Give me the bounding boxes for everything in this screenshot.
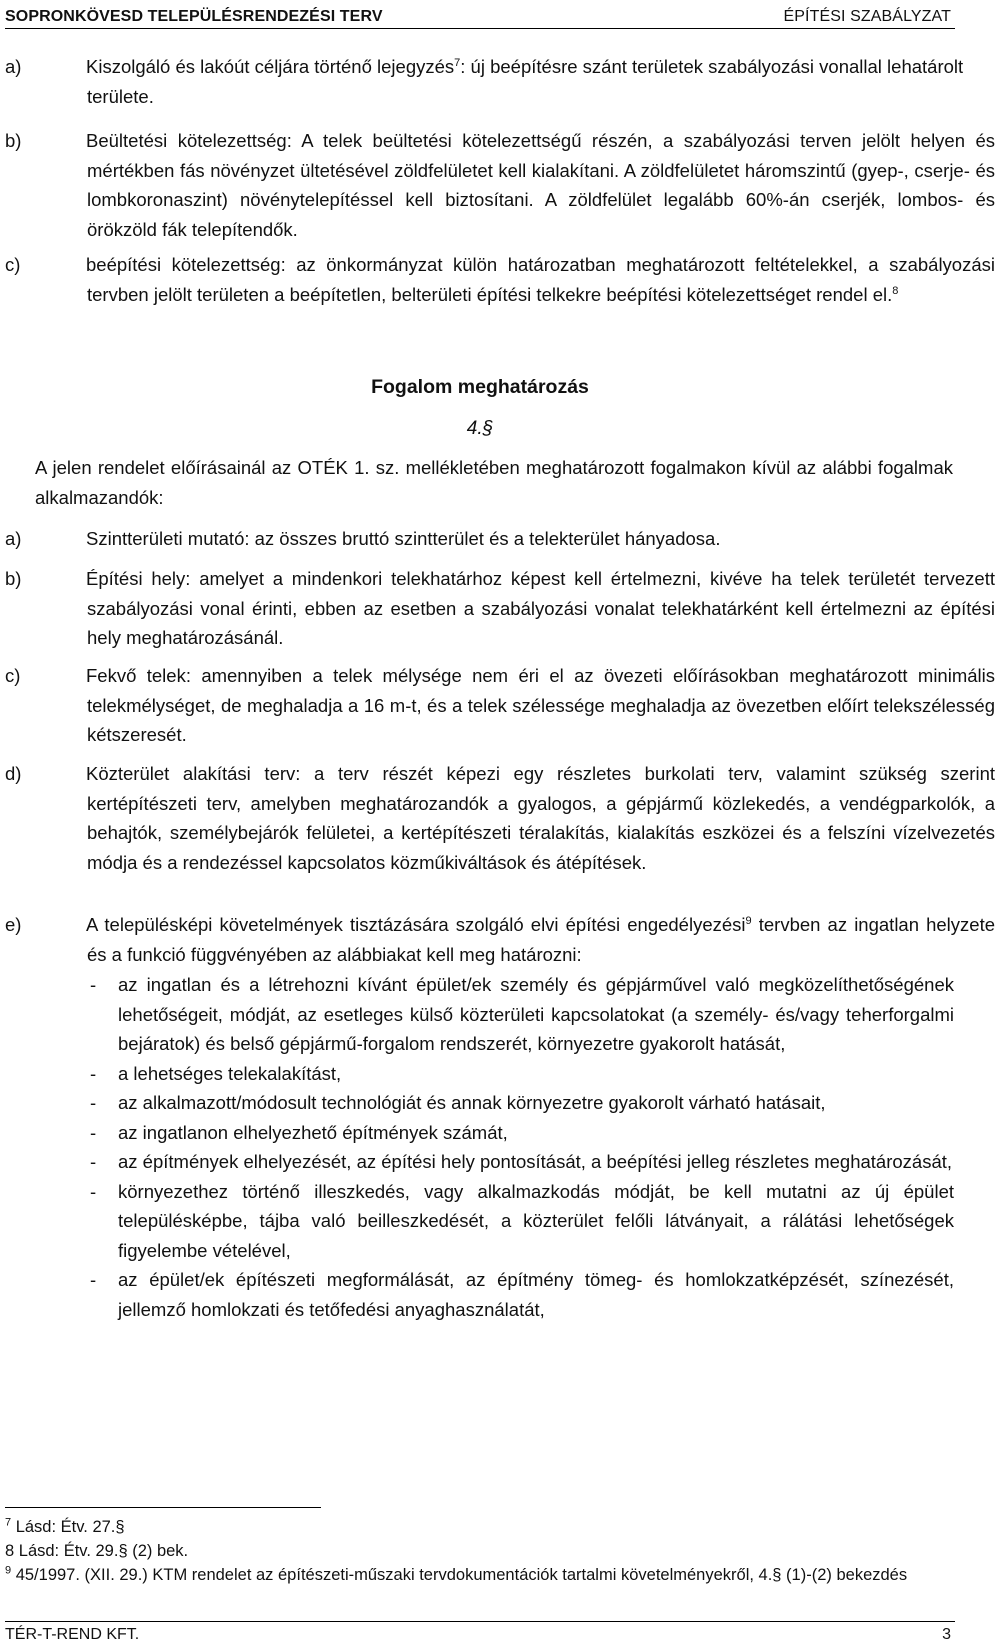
page-number: 3 (942, 1626, 951, 1643)
dash-marker: - (90, 1092, 97, 1113)
list-item-a-top (5, 52, 995, 111)
definition-d (5, 759, 995, 877)
footer-company: TÉR-T-REND KFT. (5, 1626, 140, 1643)
item-text: Beültetési kötelezettség: A telek beültetési kötelezettségű részén, a szabályozási terven jelölt helyen és mértékben fás növényzet ültetésével zöldfelületet kell kialakítani. A zöldfelületet háromszintű (gyep-, cserje- és lombkoronaszint) növénytelepítéssel kell biztosítani. A zöldfelület legalább 60%-án cserjék, lombos- és örökzöld fák telepítendők. (86, 130, 995, 240)
section-title: Fogalom meghatározás (371, 376, 589, 398)
header-title: SOPRONKÖVESD TELEPÜLÉSRENDEZÉSI TERV (5, 8, 383, 25)
list-item-b-top (5, 126, 995, 244)
item-text: Építési hely: amelyet a mindenkori telekhatárhoz képest kell értelmezni, kivéve ha telek területét tervezett szabályozási vonal érinti, ebben az esetben a szabályozási vonalat telekhatárként kell értelmezni az építési hely meghatározásánál. (86, 568, 995, 648)
footnote-7 (5, 1515, 950, 1539)
item-text-after: : új beépítésre szánt területek szabályozási vonallal lehatárolt területe. (87, 56, 964, 107)
footnote-number: 9 (5, 1564, 12, 1577)
definition-e (5, 910, 995, 969)
page-header (5, 4, 955, 29)
dash-item-text: az ingatlanon elhelyezhető építmények számát, (118, 1121, 508, 1143)
item-text: beépítési kötelezettség: az önkormányzat külön határozatban meghatározott feltételekkel, a szabályozási tervben jelölt területen a beépítetlen, belterületi építési telkekre beépítési kötelezettséget rendel el. (86, 254, 995, 305)
footnote-text: Lásd: Étv. 27.§ (11, 1518, 125, 1536)
item-label: b) (5, 130, 22, 151)
dash-item-text: környezethez történő illeszkedés, vagy alkalmazkodás módját, be kell mutatni az új épület településképbe, tájba való beilleszkedését, a közterület felőli látványait, a rálátási lehetőségek figyelembe vételével, (118, 1180, 954, 1261)
dash-marker: - (90, 1151, 97, 1172)
footnote-text: Lásd: Étv. 29.§ (2) bek. (14, 1542, 189, 1560)
footnote-9 (5, 1563, 950, 1587)
item-label: b) (5, 568, 22, 589)
footnote-number: 8 (5, 1542, 15, 1560)
dash-item-text: az alkalmazott/módosult technológiát és annak környezetre gyakorolt várható hatásait, (118, 1092, 826, 1113)
dash-item-text: a lehetséges telekalakítást, (118, 1062, 342, 1084)
item-text: Kiszolgáló és lakóút céljára történő lejegyzés (86, 56, 455, 77)
item-text: Fekvő telek: amennyiben a telek mélysége nem éri el az övezeti előírásokban meghatározott minimális telekmélységet, de meghaladja a 16 m-t, és a telek szélessége meghaladja az övezetben előírt telekszélesség kétszeresét. (86, 665, 995, 745)
footnotes (5, 1515, 950, 1587)
dash-marker: - (90, 1180, 97, 1202)
item-text-after: tervben az ingatlan helyzete és a funkció függvényében az alábbiakat kell meg határozni: (87, 914, 995, 965)
definition-c (5, 661, 995, 750)
dash-list-item (90, 1265, 954, 1324)
list-item-c-top (5, 250, 995, 309)
footnote-number: 7 (5, 1516, 12, 1529)
dash-item-text: az ingatlan és a létrehozni kívánt épület/ek személy és gépjárművel való megközelíthetőségének lehetőségeit, módját, az esetleges külső közterületi kapcsolatokat (a személy- és/vagy teherforgalmi bejáratok) és belső gépjármű-forgalom rendszerét, környezetre gyakorolt hatását, (118, 974, 954, 1054)
item-label: d) (5, 763, 22, 784)
header-section: ÉPÍTÉSI SZABÁLYZAT (783, 8, 951, 25)
footnote-ref: 7 (454, 56, 461, 69)
footnote-divider (5, 1507, 321, 1508)
dash-item-text: az épület/ek építészeti megformálását, az építmény tömeg- és homlokzatképzését, színezését, jellemző homlokzati és tetőfedési anyaghasználatát, (118, 1269, 954, 1320)
item-label: e) (5, 914, 22, 935)
dash-list-item (90, 970, 954, 1059)
definition-b (5, 564, 995, 653)
definition-a (5, 524, 995, 554)
item-text: Közterület alakítási terv: a terv részét képezi egy részletes burkolati terv, valamint szükség szerint kertépítészeti terv, amelyben meghatározandók a gyalogos, a gépjármű közlekedés, a vendégparkolók, a behajtók, személybejárók felületei, a kertépítészeti téralakítás, kialakítás eszközei és a felszíni vízelvezetés módja és a rendezéssel kapcsolatos közműkiváltások és átépítések. (86, 763, 995, 873)
dash-list-item (90, 1147, 954, 1177)
item-text: Szintterületi mutató: az összes bruttó szintterület és a telekterület hányadosa. (86, 528, 721, 549)
section-number: 4.§ (466, 418, 494, 439)
item-label: c) (5, 665, 21, 686)
dash-list-item (90, 1118, 954, 1148)
dash-marker: - (90, 1269, 97, 1290)
dash-list-item (90, 1088, 954, 1118)
intro-paragraph: A jelen rendelet előírásainál az OTÉK 1. sz. mellékletében meghatározott fogalmakon kívül az alábbi fogalmak alkalmazandók: (35, 457, 953, 508)
item-text: A településképi követelmények tisztázására szolgáló elvi építési engedélyezési (86, 914, 746, 935)
dash-list-item (90, 1059, 954, 1089)
dash-marker: - (90, 974, 97, 995)
item-label: a) (5, 56, 22, 77)
dash-list (90, 970, 954, 1324)
dash-marker: - (90, 1062, 97, 1084)
footnote-text: 45/1997. (XII. 29.) KTM rendelet az építészeti-műszaki tervdokumentációk tartalmi követelményekről, 4.§ (1)-(2) bekezdés (11, 1566, 908, 1584)
dash-marker: - (90, 1121, 97, 1143)
footnote-8 (5, 1539, 950, 1563)
item-label: c) (5, 254, 21, 275)
dash-list-item (90, 1177, 954, 1266)
footnote-ref: 8 (892, 284, 899, 297)
footnote-ref: 9 (745, 914, 752, 927)
dash-item-text: az építmények elhelyezését, az építési hely pontosítását, a beépítési jelleg részletes meghatározását, (118, 1151, 953, 1172)
item-label: a) (5, 528, 22, 549)
page-footer (5, 1621, 955, 1646)
